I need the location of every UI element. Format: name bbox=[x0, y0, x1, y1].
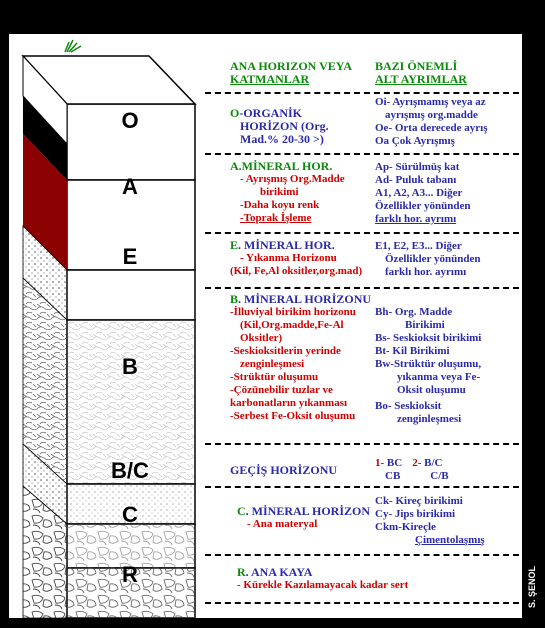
b-line: -Çözünebilir tuzlar ve bbox=[230, 384, 333, 396]
o-sub: Oi- Ayrışmamış veya az bbox=[375, 96, 486, 108]
layer-label-c: C bbox=[122, 502, 138, 527]
o-line: Mad.% 20-30 >) bbox=[240, 132, 324, 146]
b-line: karbonatların yıkanması bbox=[230, 397, 348, 409]
layer-e-front bbox=[67, 270, 195, 320]
o-sub: ayrışmış org.madde bbox=[385, 109, 478, 121]
bc-sub-l2a: CB bbox=[385, 470, 401, 482]
block-bc-main bbox=[230, 464, 337, 477]
a-line: birikimi bbox=[260, 186, 299, 198]
layer-label-a: A bbox=[122, 174, 138, 199]
divider bbox=[205, 92, 519, 94]
divider bbox=[205, 232, 519, 234]
b-title: . MİNERAL HORİZONU bbox=[238, 292, 372, 306]
soil-profile-panel bbox=[9, 34, 522, 618]
layer-label-bc: B/C bbox=[111, 458, 149, 483]
b-line: Oksitler) bbox=[240, 332, 283, 344]
divider bbox=[205, 287, 519, 289]
layer-label-r: R bbox=[122, 562, 138, 587]
c-line: - Ana materyal bbox=[247, 518, 318, 530]
b-line: -Serbest Fe-Oksit oluşumu bbox=[230, 410, 356, 422]
r-title: . ANA KAYA bbox=[245, 565, 313, 579]
divider bbox=[205, 153, 519, 155]
b-sub: Oksit oluşumu bbox=[397, 384, 466, 396]
header-right-line1: BAZI ÖNEMLİ bbox=[375, 59, 458, 73]
a-line: -Toprak İşleme bbox=[240, 212, 312, 224]
block-c-sub bbox=[375, 495, 485, 547]
header-right-line2: ALT AYRIMLAR bbox=[375, 72, 467, 86]
b-sub: Bo- Seskioksit bbox=[375, 400, 442, 412]
header-left-line2: KATMANLAR bbox=[230, 72, 310, 86]
e-line: (Kil, Fe,Al oksitler,org.mad) bbox=[230, 265, 363, 277]
b-line: -Strüktür oluşumu bbox=[230, 371, 319, 383]
block-e-sub bbox=[375, 240, 480, 279]
b-sub: Birikimi bbox=[405, 319, 445, 331]
bc-sub-l2b: C/B bbox=[430, 470, 449, 482]
a-line: -Daha koyu renk bbox=[240, 199, 320, 211]
divider bbox=[205, 486, 519, 488]
a-line: - Ayrışmış Org.Madde bbox=[240, 173, 345, 185]
b-sub: Bs- Seskioksit birikimi bbox=[375, 332, 482, 344]
block-a-sub bbox=[375, 161, 470, 226]
a-sub: A1, A2, A3... Diğer bbox=[375, 187, 463, 199]
e-sub: farklı hor. ayrımı bbox=[385, 266, 467, 278]
e-title-letter: E bbox=[230, 238, 239, 252]
a-sub: Özellikler yönünden bbox=[375, 200, 471, 212]
author-credit: S. ŞENOL bbox=[527, 565, 537, 608]
r-title-letter: R bbox=[237, 565, 246, 579]
c-sub: Çimentolaşmış bbox=[415, 534, 485, 546]
bc-sub-v1: BC bbox=[384, 457, 403, 469]
r-line: - Kürekle Kazılamayacak kadar sert bbox=[237, 579, 409, 591]
block-a-main bbox=[230, 160, 345, 225]
o-title: -ORGANİK bbox=[239, 106, 303, 120]
b-sub: zenginleşmesi bbox=[397, 413, 462, 425]
b-sub: yıkanma veya Fe- bbox=[397, 371, 481, 383]
block-b-main bbox=[230, 293, 371, 423]
block-e-main bbox=[230, 239, 362, 278]
a-sub: Ad- Puluk tabanı bbox=[375, 174, 457, 186]
b-line: (Kil,Org.madde,Fe-Al bbox=[240, 319, 344, 331]
o-line: HORİZON (Org. bbox=[240, 119, 329, 133]
block-o-main bbox=[230, 107, 329, 146]
c-sub: Ck- Kireç birikimi bbox=[375, 495, 463, 507]
divider bbox=[205, 443, 519, 445]
a-title-letter: A bbox=[230, 159, 239, 173]
block-c-main bbox=[237, 505, 370, 531]
b-sub: Bt- Kil Birikimi bbox=[375, 345, 450, 357]
layer-label-b: B bbox=[122, 354, 138, 379]
o-sub: Oe- Orta derecede ayrış bbox=[375, 122, 488, 134]
bc-sub-n1: 1- bbox=[375, 457, 385, 469]
bc-sub-v2: B/C bbox=[421, 457, 443, 469]
b-title-letter: B bbox=[230, 292, 239, 306]
bc-title: GEÇİŞ HORİZONU bbox=[230, 463, 338, 477]
layer-label-o: O bbox=[121, 108, 139, 133]
divider bbox=[205, 602, 519, 604]
b-line: -İlluviyal birikim horizonu bbox=[230, 306, 356, 318]
header-right bbox=[375, 60, 467, 86]
a-sub: farklı hor. ayrımı bbox=[375, 213, 457, 225]
e-sub: E1, E2, E3... Diğer bbox=[375, 240, 462, 252]
o-sub: Oa Çok Ayrışmış bbox=[375, 135, 455, 147]
e-sub: Özellikler yönünden bbox=[385, 253, 481, 265]
b-sub: Bh- Org. Madde bbox=[375, 306, 453, 318]
block-b-sub bbox=[375, 306, 481, 426]
bc-sub-n2: 2- bbox=[412, 457, 422, 469]
a-sub: Ap- Sürülmüş kat bbox=[375, 161, 460, 173]
a-title: .MİNERAL HOR. bbox=[238, 159, 333, 173]
b-line: -Seskioksitlerin yerinde bbox=[230, 345, 341, 357]
e-line: - Yıkanma Horizonu bbox=[240, 252, 337, 264]
e-title: . MİNERAL HOR. bbox=[238, 238, 335, 252]
header-left bbox=[230, 60, 352, 86]
block-bc-sub bbox=[375, 457, 449, 483]
block-r-main bbox=[237, 566, 408, 592]
c-title: . MİNERAL HORİZON bbox=[245, 504, 371, 518]
grass-icon bbox=[65, 40, 81, 52]
b-sub: Bw-Strüktür oluşumu, bbox=[375, 358, 482, 370]
c-sub: Ckm-Kireçle bbox=[375, 521, 436, 533]
block-o-sub bbox=[375, 96, 488, 148]
header-left-line1: ANA HORIZON VEYA bbox=[230, 59, 353, 73]
layer-label-e: E bbox=[122, 244, 138, 269]
c-sub: Cy- Jips birikimi bbox=[375, 508, 456, 520]
o-title-letter: O bbox=[230, 106, 240, 120]
b-line: zenginleşmesi bbox=[240, 358, 305, 370]
c-title-letter: C bbox=[237, 504, 246, 518]
divider bbox=[205, 554, 519, 556]
